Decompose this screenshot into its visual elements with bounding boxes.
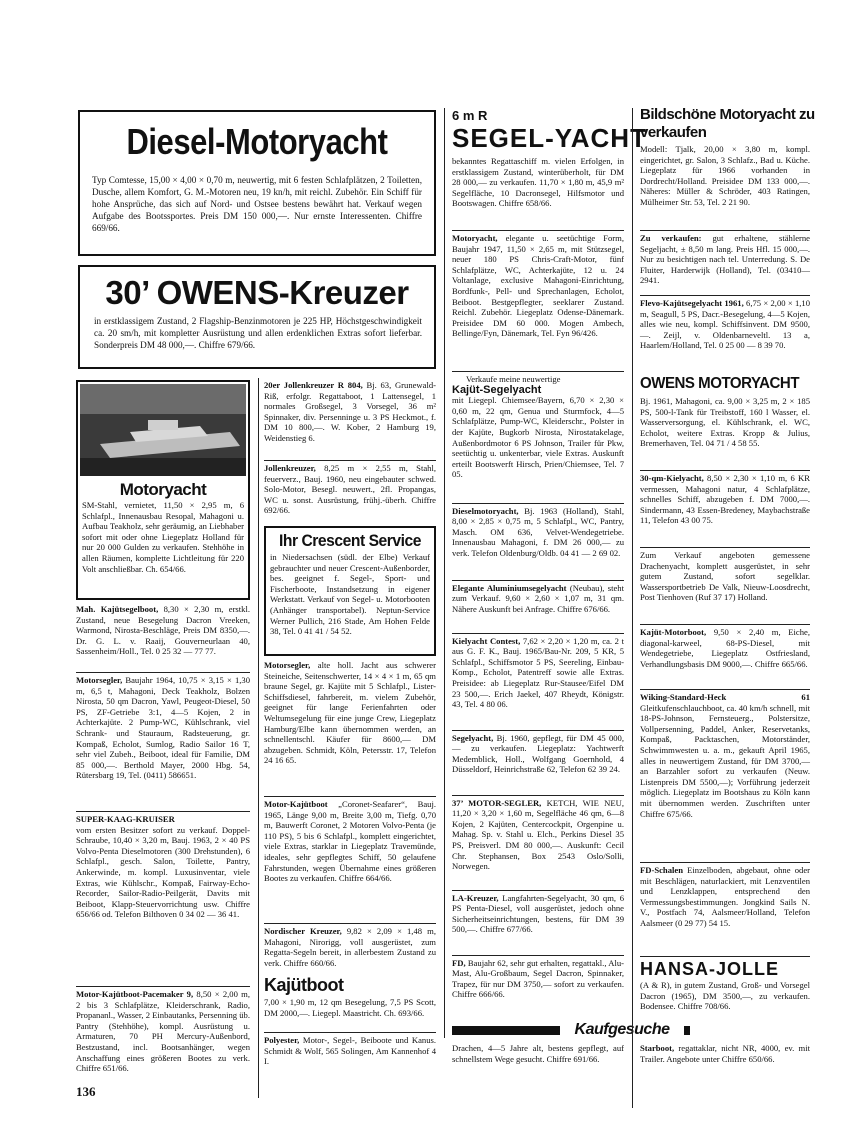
column-divider	[632, 108, 633, 1108]
list-item	[452, 795, 624, 890]
ad-text: elegante u. seetüchtige Form, Baujahr 1947, 11,50 × 2,65 m, mit Stützsegel, neuer 180 PS Chris-Craft-Motor, fünf Schlafplätze, WC, Achterkajüte, 12 u. 24 Voltanlage, exclusive Mahagoni-Einrichtung, Bordfunk-, Pell- und Sprechanlagen, Echolot, Beiboot. Bestgepflegter, seeklarer Zustand. Reichl. Zubehör. Liegeplatz Odense-Dänemark. Preisidee DM 60 000. Mogen Ambech, Bellinge/Fyn, Dänemark, Tel. Fyn 96/426.	[452, 233, 624, 339]
ad-head: Polyester,	[264, 1035, 300, 1045]
ad-text: Bj. 63, Grunewald-Riß, erfolgr. Regattaboot, 1 Lattensegel, 1 normales Großsegel, 3 Vorsegel, 36 m² Spinnaker, div. Persenninge u. 3 PS Heckmot., f. DM 10 800,—. W. Kober, 2 Hamburg 19, Weidenstieg 6.	[264, 380, 436, 443]
boat-photo	[80, 384, 246, 476]
ad-text: 9,82 × 2,09 × 1,48 m, Mahagoni, Nirorigg, voll ausgerüstet, zum Regatta-Segeln bereit, in allerbestem Zustand zu verk. Chiffre 660/66.	[264, 926, 436, 968]
drachen-wanted-ad: Drachen, 4—5 Jahre alt, bestens gepflegt, auf schnellstem Wege gesucht. Chiffre 691/66.	[452, 1043, 624, 1064]
starboot-ad	[640, 1043, 810, 1064]
divider	[640, 956, 810, 957]
list-item	[640, 624, 810, 689]
list-item	[640, 547, 810, 624]
ad-text: 8,50 × 2,00 m, 2 bis 3 Schlafplätze, Kleiderschrank, Radio, Propananl., Wasser, 2 Einbautanks, Persenning üb. Pantry (Stehhöhe), kompl. Ausrüstung u. Armaturen, 70 PH Mercury-Außenbord, Bestzustand, incl. Bootsanhänger, wegen Anschaffung eines größeren Bootes zu verk. Chiffre 651/66.	[76, 989, 251, 1074]
ad-text: Baujahr 62, sehr gut erhalten, regattakl., Alu-Mast, Alu-Großbaum, Segel Dacron, Spinnaker, Trapez, für nur DM 3750,— sofort zu verkaufen. Chiffre 666/66.	[452, 957, 625, 1000]
list-item	[452, 230, 624, 371]
list-item	[452, 385, 624, 503]
ad-head: Starboot,	[640, 1043, 675, 1053]
ad-text: Baujahr 1964, 10,75 × 3,15 × 1,30 m, 6,5 t, Mahagoni, Deck Teakholz, Bolzen Nirosta, 50 qm Dacron, Yawl, Peugeot-Diesel, 50 PS, ZF-Getriebe 3:1, 4—5 Kojen, 2 in Achterkajüte. 2 Pump-WC, Kühlschrank, viel Schrank- und Stauraum, Radsteuerung, gr. Kompaß, Echolot, Sumlog, Radio Sailor 16 T, sehr viel Zubeh., Beiboot, ideal für Familie, DM 85 000,—. Berthold Mayer, 2000 Hbg. 54, Rütersbarg 19, Tel. (0411) 586651.	[76, 675, 250, 781]
ad-head: Wiking-Standard-Heck 61	[640, 692, 810, 702]
owens-ad-text: in erstklassigem Zustand, 2 Flagship-Benzinmotoren je 225 HP, Höchstgeschwindigkeit ca. 20 sm/h, mit kompletter Ausrüstung und allen erdenklichen Extras sofort lieferbar. Sonderpreis DM 48 000,—. Chiffre 679/66.	[94, 316, 422, 350]
ad-head: 20er Jollenkreuzer R 804,	[264, 380, 363, 390]
kajutboot-text: 7,00 × 1,90 m, 12 qm Besegelung, 7,5 PS Scott, DM 2000,—. Liegepl. Maastricht. Ch. 693/66.	[264, 997, 436, 1018]
ad-text: 9,50 × 2,40 m, Eiche, diagonal-karweel, 68-PS-Diesel, mit Wendegetriebe, Liegeplatz Ostfriesland, Verhandlungsbasis DM 9000,—. Chiffre 665/66.	[640, 627, 810, 669]
list-item	[640, 689, 810, 862]
ad-text: gut erhaltene, stählerne Segeljacht, ± 8,50 m lang. Preis Hfl. 15 000,—. Nur zu besichtigen nach tel. Unterredung. S. De Fluiter, Harderwijk (Holland), Tel. (03410—2941.	[640, 233, 810, 286]
list-item	[76, 604, 250, 672]
crescent-ad-box	[264, 526, 436, 656]
list-item	[76, 811, 250, 986]
ad-head: Motoryacht,	[452, 233, 498, 243]
ad-head: LA-Kreuzer,	[452, 892, 499, 903]
list-item	[640, 230, 810, 295]
ad-head: Segelyacht,	[452, 732, 494, 743]
segel-text: bekanntes Regattaschiff m. vielen Erfolgen, in erstklassigem Zustand, winterüberholt, für DM 28 000,— zu verkaufen. 11,70 × 1,80 m, 45,9 m² Segelfläche, 10 Dacronsegel, Hilfsmotor und Bootswagen. Chiffre 658/66.	[452, 156, 624, 209]
column-divider	[444, 108, 445, 1038]
hansa-jolle-text: (A & R), in gutem Zustand, Groß- und Vorsegel Dacron (1965), DM 3500,—, zu verkaufen. Bodensee. Chiffre 708/66.	[640, 980, 810, 1012]
list-item	[452, 955, 624, 1000]
owens-ad-title: 30’ OWENS-Kreuzer	[105, 274, 409, 311]
diesel-ad-box	[78, 110, 436, 256]
ad-head: FD,	[452, 957, 466, 968]
diesel-ad-title: Diesel-Motoryacht	[126, 121, 388, 162]
ad-text: Einzelboden, abgebaut, ohne oder mit Beschlägen, naturlackiert, mit Lenzventilen und Lenzklappen, entsprechend den Vermessungsbestimmungen. Jongkind Sails N. V., Postfach 74, Aalsmeer/Holland, Telefon Aalsmeer (0 29 77) 54 15.	[640, 865, 810, 928]
ad-text: 7,62 × 2,20 × 1,20 m, ca. 2 t aus G. F. K., Bauj. 1965/Bau-Nr. 209, 5 KR, 5 Schlafpl., Schiffsmotor 5 PS, Seereling, Einbau-Komp., Echolot, Patentreff sowie alle Extras. Preisidee: ab Liegeplatz Rur-Stausee/Eifel DM 23 500,—. Erich Jaekel, 407 Rheydt, Königstr. 43, Tel. 4 80 06.	[452, 635, 624, 710]
list-item	[452, 633, 624, 730]
ad-head: FD-Schalen	[640, 865, 683, 875]
ad-text: (Neubau), steht zum Verkauf. 9,60 × 2,60 × 1,07 m, 31 qm. Nähere Auskunft bei Anfrage. Chiffre 676/66.	[452, 582, 624, 614]
motoryacht-ad-text: SM-Stahl, vernietet, 11,50 × 2,95 m, 6 Schlafpl., Innenausbau Resopal, Mahagoni u. Aufbau Teakholz, sehr geräumig, an Liebhaber sofort mit oder ohne Liegeplatz Holland für nur 20 000 Gulden zu verkaufen. Stehhöhe in allen Räumen, komplette Lichtleitung für 220 Volt anschließbar. Ch. 654/66.	[82, 500, 244, 574]
column-2-ads	[264, 380, 436, 529]
list-item	[640, 862, 810, 929]
ad-head: Motor-Kajütboot-Pacemaker 9,	[76, 989, 194, 999]
column-2b-ads	[264, 660, 436, 978]
list-item	[452, 580, 624, 633]
ad-text: „Coronet-Seafarer“, Bauj. 1965, Länge 9,00 m, Breite 3,00 m, Tiefg. 0,70 m, Bauwerft Coronet, 2 Motoren Volvo-Penta (je 110 PS), 5 bis 6 Schlafpl., komplett eingerichtet, viele Extras, starklar in Liegeplatz Travemünde, ideales, sehr gepflegtes Schiff, 50 gelaufene Fahrstunden, wegen Übernahme eines größeren Bootes zu verkaufen. Chiffre 664/66.	[264, 799, 436, 884]
bildschoene-title: Bildschöne Motoryacht zu verkaufen	[640, 106, 815, 141]
list-item	[76, 672, 250, 811]
list-item	[452, 371, 624, 385]
ad-head: Jollenkreuzer,	[264, 463, 316, 473]
kaufgesuche-title: Kaufgesuche	[574, 1021, 670, 1038]
divider	[264, 1032, 436, 1033]
ad-head: Dieselmotoryacht,	[452, 505, 519, 516]
hansa-jolle-title: HANSA-JOLLE	[640, 959, 780, 979]
ad-text: Verkaufe meine neuwertige	[466, 374, 561, 384]
bildschoene-text: Modell: Tjalk, 20,00 × 3,80 m, kompl. eingerichtet, gr. Salon, 3 Schlafz., Bad u. Küche. Liegeplatz für 1966 vorhanden in Dordrecht/Holland. Preisidee DM 133 000,—. Näheres: Müller & Schröder, 403 Ratingen, Mülheimer Str. 53, Tel. 2 21 90.	[640, 144, 810, 207]
column-1-ads	[76, 604, 250, 1074]
ad-text: mit Liegepl. Chiemsee/Bayern, 6,70 × 2,30 × 0,60 m, 22 qm, Genua und Sturmfock, 4—5 Schlafplätze, Pump-WC, Kleiderschr., Polster in der Kajüte, Bugkorb Nirosta, Nirostatakelage, Außenbordmotor 6 PS Johnson, Trailer für Pkw, seetüchtig u. unkenterbar, viele Extras. Auskunft erteilt Bootswerft Hirsch, Prien/Chiemsee, Tel. 7 05.	[452, 395, 624, 480]
ad-head: Nordischer Kreuzer,	[264, 926, 342, 936]
column-4-ads	[640, 230, 810, 372]
boat-photo-graphic	[80, 384, 246, 476]
crescent-ad-text: in Niedersachsen (südl. der Elbe) Verkauf gebrauchter und neuer Crescent-Außenborder, bes. geeignet f. Segel-, Sport- und Fischerboote, Instandsetzung in eigener Werkstatt. Verkauf von Segel- u. Motorbooten (Anhänger transportabel). Neptun-Service Werner Pullich, 216 Stade, Am Hohen Felde 38, Tel. 0 41 41 / 54 52.	[270, 552, 430, 637]
ad-text: vom ersten Besitzer sofort zu verkauf. Doppel-Schraube, 10,40 × 3,20 m, Bauj. 1963, 2 × 40 PS Volvo-Penta Dieselmotoren (300 Drehstunden), 6 Schlafpl., gesch. Salon, Toilette, Pantry, Ankerwinde, m. kompl. Luxusinventar, viele Extras, wie Kühlschr., Kompaß, Fairway-Echo-Recorder, Sailor-Radio-Peilgerät, Davits mit Beiboot, Klapp-Steuervorrichtung usw. Chiffre 656/66 od. Telefon Bilthoven 0 34 02 — 36 41.	[76, 824, 250, 920]
page-number: 136	[76, 1084, 96, 1099]
list-item	[76, 986, 250, 1074]
column-4b-ads	[640, 470, 810, 929]
banner-bar-right	[684, 1026, 690, 1035]
motoryacht-ad-title: Motoryacht	[119, 480, 207, 499]
ad-text: Bj. 1960, gepflegt, für DM 45 000,— zu verkaufen. Liegeplatz: Yachtwerft Medemblick, Holl., Wolfgang Goernhold, 4 Düsseldorf, Heinrichstraße 62, Telefon 62 39 24.	[452, 732, 624, 775]
list-item	[264, 660, 436, 796]
list-item	[452, 730, 624, 795]
owens-ad-box	[78, 265, 436, 369]
ad-text: alte holl. Jacht aus schwerer Steineiche, Seitenschwerter, 14 × 4 × 1 m, 65 qm braune Segel, gr. Kajüte mit 5 Schlafpl., Lister-Schiffsdiesel, fahrbereit, m. vielem Zubehör, geeignet für lange Ferienfahrten oder Weltumsegelung für eine junge Crew, Liegeplatz Hamburg/Elbe kann übernommen werden, an schnellentschl. Käufer für 8600,— DM abzugeben. Schmidt, Köln, Petersstr. 17, Telefon 24 16 65.	[264, 660, 436, 766]
column-divider	[258, 378, 259, 1098]
ad-head: Mah. Kajütsegelboot,	[76, 604, 159, 614]
banner-bar-left	[452, 1026, 560, 1035]
ad-text: KETCH, WIE NEU, 11,20 × 3,20 × 1,60 m, Segelfläche 46 qm, 6—8 Kojen, 2 Kajüten, Centercockpit, Orgenpine u. Mahag. Sp. v. Stahl u. Elch., Perkins Diesel 35 PS, Preisverl. DM 80 000,—. Auskunft: Cecil Chr. Stephansen, Box 2543 Oslo/Solli, Norwegen.	[452, 797, 624, 872]
ad-head: Kajüt-Motorboot,	[640, 627, 707, 637]
ad-text: Gleitkufenschlauchboot, ca. 40 km/h schnell, mit 18-PS-Johnson, Fernsteuerg., Polstersitze, Vollpersenning, Paddel, Anker, Reservetanks, Kompaß, Packtaschen, Motorständer, Schwimmwesten u. a. m., gekauft April 1965, alles in neuwertigem Zustand, für DM 3700,— an Barzahler sofort zu verkaufen (Neuw. Listenpreis DM 5500,—); Vorführung jederzeit möglich. Liegeplatz im Bootshaus zu Köln kann mit übernommen werden. Zuschriften unter Chiffre 675/66.	[640, 702, 810, 819]
polyester-ad	[264, 1035, 436, 1067]
ad-text: regattaklar, nicht NR, 4000, ev. mit Trailer. Angebote unter Chiffre 650/66.	[640, 1043, 810, 1064]
motoryacht-photo-box	[76, 380, 250, 600]
segel-kicker: 6 m R	[452, 108, 488, 123]
ad-text: 8,50 × 2,30 × 1,10 m, 6 KR vermessen, Mahagoni natur, 4 Schlafplätze, schnelles Schiff, abzugeben f. DM 7000,—. Sindermann, 43 Essen-Bredeney, Maybachstraße 11, Telefon 43 00 75.	[640, 473, 810, 526]
list-item	[452, 890, 624, 955]
kajutboot-title: Kajütboot	[264, 975, 344, 995]
ad-head: Motorsegler,	[76, 675, 123, 685]
list-item	[264, 923, 436, 978]
kaufgesuche-banner	[452, 1022, 858, 1040]
ad-text: Bj. 1963 (Holland), Stahl, 8,00 × 2,85 × 0,75 m, 5 Schlafpl., WC, Pantry, Masch. OM 636, Velvet-Wendegetriebe. Innenausbau Mahagoni, f. DM 26 000,— zu verk. Telefon Oldenburg/Oldb. 04 41 — 2 69 02.	[452, 505, 624, 558]
ad-head: 30-qm-Kielyacht,	[640, 473, 704, 483]
ad-text: 8,25 m × 2,55 m, Stahl, feuerverz., Bauj. 1960, neu eingebauter schwed. Solo-Motor, Besegl. neuwert., 2fl. Propangas, WC u. sonst. Ausrüstung, frühj.-überh. Chiffre 692/66.	[264, 463, 436, 516]
list-item	[264, 796, 436, 923]
ad-head: Elegante Aluminiumsegelyacht	[452, 582, 567, 593]
ad-head: Kajüt-Segelyacht	[452, 383, 542, 396]
ad-head: Kielyacht Contest,	[452, 635, 521, 646]
ad-head: Motorsegler,	[264, 660, 311, 670]
ad-head: Motor-Kajütboot	[264, 799, 328, 809]
ad-head: Flevo-Kajütsegelyacht 1961,	[640, 298, 744, 308]
ad-text: Motor-, Segel-, Beiboote und Kanus. Schmidt & Wolf, 565 Solingen, Am Kannenhof 4 I.	[264, 1035, 437, 1067]
ad-head: SUPER-KAAG-KRUISER	[76, 814, 175, 824]
list-item	[264, 380, 436, 460]
ad-text: Zum Verkauf angeboten gemessene Drachenyacht, komplett ausgerüstet, in sehr gutem Zustand, sofort segelklar. Wassersportbetrieb De Valk, Nieuw-Loosdrecht, Post Tienhoven (Ruf 37 17) Holland.	[640, 550, 810, 603]
crescent-ad-title: Ihr Crescent Service	[278, 531, 422, 550]
diesel-ad-text: Typ Comtesse, 15,00 × 4,00 × 0,70 m, neuwertig, mit 6 festen Schlafplätzen, 2 Toiletten, Dusche, allem Komfort, G. M.-Motoren neu, 19 kn/h, mit reichl. Zubehör. Ein Schiff für hohe Ansprüche, das sich auf Nord- und Ostsee bestens bewährt hat. Verkauf wegen Aufgabe des Bootssportes. Preis DM 150 000,—. Nur ernste Interessenten. Chiffre 669/66.	[92, 175, 422, 233]
owens-motoryacht-title: OWENS MOTORYACHT	[640, 375, 800, 392]
owens-motoryacht-text: Bj. 1961, Mahagoni, ca. 9,00 × 3,25 m, 2 × 185 PS, 500-l-Tank für Treibstoff, 160 l Wasser, el. Wasserversorgung, el. Kühlschrank, el. WC, Echolot, weitere Extras. Kropp & Julius, Bremerhaven, Tel. 04 71 / 4 58 55.	[640, 396, 810, 449]
segel-title: SEGEL-YACHT	[452, 123, 647, 153]
ad-text: Langfahrten-Segelyacht, 30 qm, 6 PS Penta-Diesel, voll ausgerüstet, jedoch ohne Sicherheitseinrichtungen, bestens, für DM 39 500,—. Chiffre 677/66.	[452, 892, 624, 935]
ad-head: 37’ MOTOR-SEGLER,	[452, 797, 542, 808]
list-item	[640, 295, 810, 372]
ad-text: 6,75 × 2,00 × 1,10 m, Seagull, 5 PS, Dacr.-Besegelung, 4—5 Kojen, alles wie neu, kompl. Schiffsinvent. DM 9500,—. Zeijl, v. Oldenbarneveltl. 13 a, Haarlem/Holland, Tel. 0 25 00 — 8 39 70.	[640, 298, 810, 351]
ad-head: Zu verkaufen:	[640, 233, 702, 243]
list-item	[640, 470, 810, 547]
list-item	[452, 503, 624, 580]
ad-text: 8,30 × 2,30 m, erstkl. Zustand, neue Besegelung Dacron Vreeken, Warmond, Nirosta-Beschläge, Preis DM 8350,—. Dr. G. L. v. Raaij, Gouverneurlaan 40, Sassenheim/Holl., Tel. 0 25 32 — 77 77.	[76, 604, 250, 657]
list-item	[264, 460, 436, 529]
column-3-ads	[452, 230, 624, 1000]
